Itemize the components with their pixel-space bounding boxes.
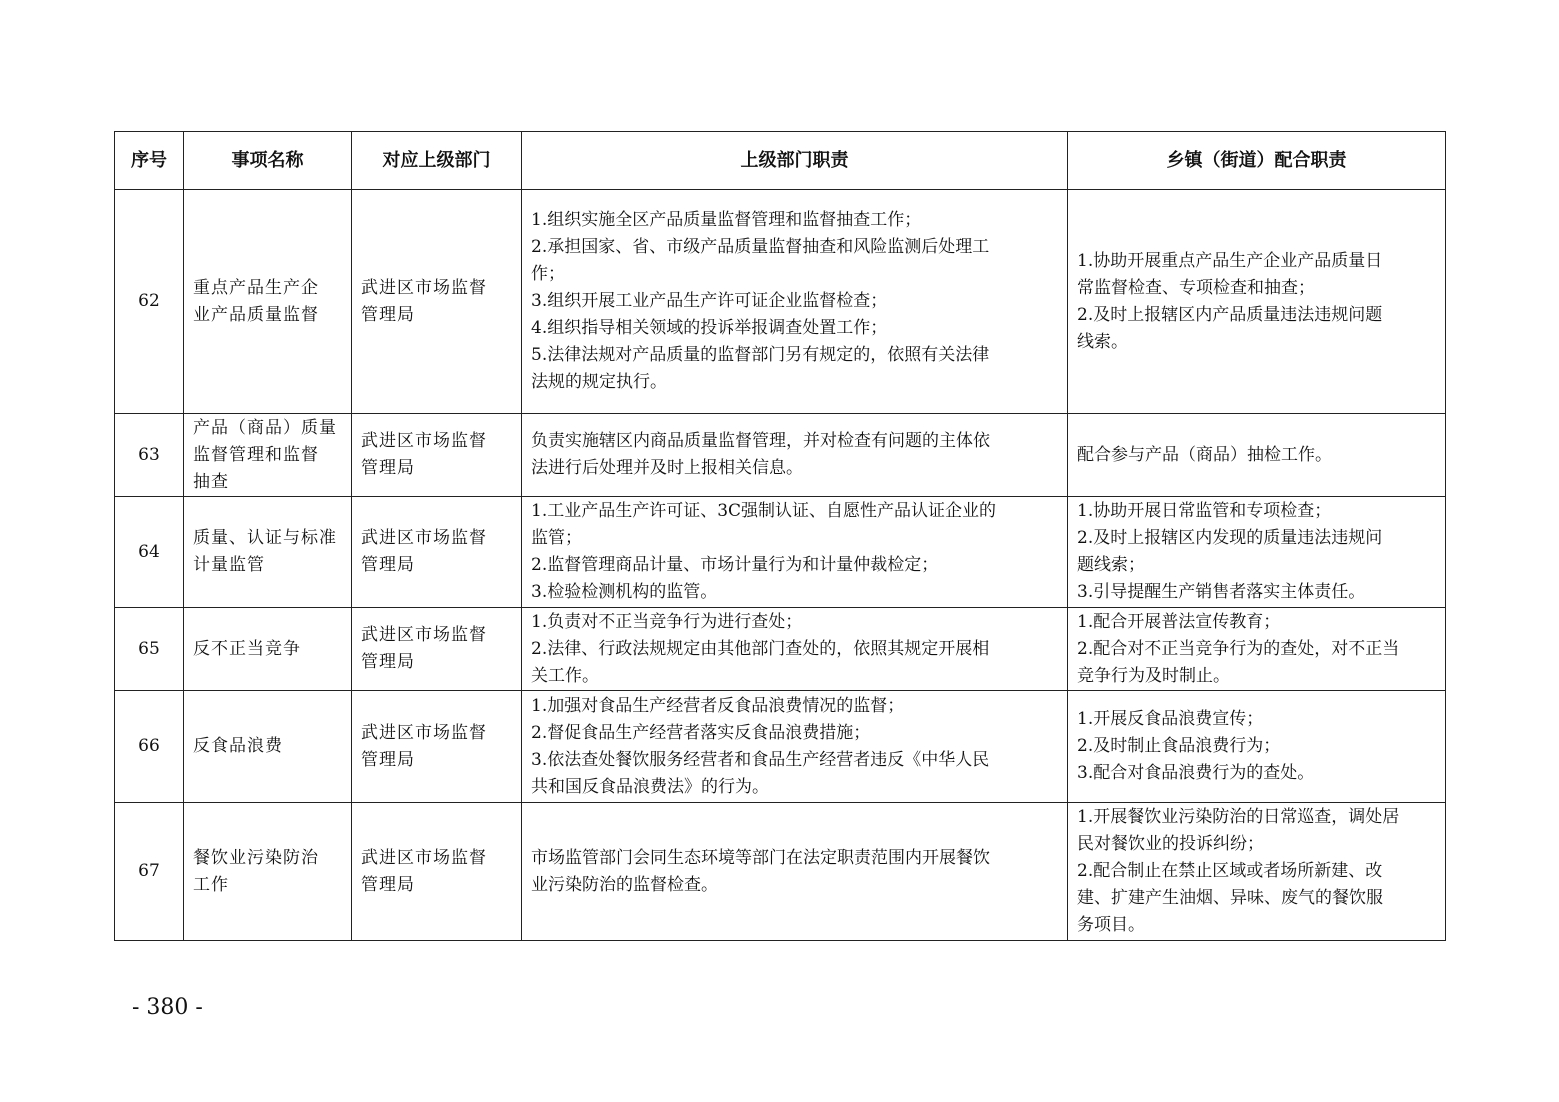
coop-cell <box>1068 414 1446 497</box>
duty-line: 1.工业产品生产许可证、3C强制认证、自愿性产品认证企业的 <box>531 501 997 521</box>
coop-line: 线索。 <box>1077 331 1128 352</box>
duty-cell <box>522 497 1068 608</box>
duty-line: 监管； <box>531 528 582 548</box>
seq-cell: 64 <box>115 497 184 608</box>
coop-line: 1.配合开展普法宣传教育； <box>1077 611 1281 632</box>
header-town-cooperation: 乡镇（街道）配合职责 <box>1068 132 1446 190</box>
duty-line: 3.检验检测机构的监管。 <box>531 582 718 602</box>
duty-cell <box>522 803 1068 941</box>
table-row <box>115 414 1446 497</box>
coop-line: 2.及时上报辖区内产品质量违法违规问题 <box>1077 304 1383 325</box>
dept-line: 管理局 <box>361 652 415 672</box>
coop-cell <box>1068 190 1446 414</box>
dept-line: 武进区市场监督 <box>361 847 487 868</box>
duty-cell <box>522 608 1068 691</box>
table-row <box>115 190 1446 414</box>
duty-line: 负责实施辖区内商品质量监督管理，并对检查有问题的主体依 <box>531 431 990 451</box>
coop-line: 3.引导提醒生产销售者落实主体责任。 <box>1077 582 1366 602</box>
coop-line: 配合参与产品（商品）抽检工作。 <box>1077 444 1332 465</box>
coop-line: 题线索； <box>1077 555 1145 575</box>
item-name-line: 工作 <box>193 874 229 895</box>
item-name-line: 餐饮业污染防治 <box>193 847 319 868</box>
coop-line: 民对餐饮业的投诉纠纷； <box>1077 834 1264 854</box>
coop-line: 2.及时上报辖区内发现的质量违法违规问 <box>1077 528 1383 548</box>
header-row <box>115 132 1446 190</box>
seq-cell: 66 <box>115 691 184 803</box>
duty-line: 业污染防治的监督检查。 <box>531 874 718 895</box>
coop-cell <box>1068 803 1446 941</box>
item-name-line: 监督管理和监督 <box>193 444 319 465</box>
coop-line: 2.及时制止食品浪费行为； <box>1077 736 1281 756</box>
coop-line: 1.开展反食品浪费宣传； <box>1077 709 1264 729</box>
dept-cell <box>352 608 522 691</box>
duty-line: 共和国反食品浪费法》的行为。 <box>531 776 769 797</box>
duty-line: 2.承担国家、省、市级产品质量监督抽查和风险监测后处理工 <box>531 237 990 257</box>
dept-line: 管理局 <box>361 458 415 478</box>
table-row <box>115 803 1446 941</box>
dept-line: 武进区市场监督 <box>361 528 487 548</box>
item-name-cell <box>184 691 352 803</box>
dept-cell <box>352 803 522 941</box>
header-superior-duty: 上级部门职责 <box>522 132 1068 190</box>
dept-line: 管理局 <box>361 749 415 770</box>
duty-line: 4.组织指导相关领域的投诉举报调查处置工作； <box>531 318 888 338</box>
coop-line: 1.协助开展重点产品生产企业产品质量日 <box>1077 250 1383 271</box>
coop-line: 2.配合对不正当竞争行为的查处，对不正当 <box>1077 638 1400 659</box>
duty-line: 1.负责对不正当竞争行为进行查处； <box>531 611 803 632</box>
item-name-cell <box>184 190 352 414</box>
seq-cell: 67 <box>115 803 184 941</box>
item-name-line: 计量监管 <box>193 555 265 575</box>
duty-cell <box>522 414 1068 497</box>
coop-line: 3.配合对食品浪费行为的查处。 <box>1077 763 1315 783</box>
item-name-line: 产品（商品）质量 <box>193 417 337 438</box>
duty-line: 作； <box>531 264 565 284</box>
item-name-line: 反不正当竞争 <box>193 638 301 659</box>
table-row <box>115 691 1446 803</box>
dept-cell <box>352 497 522 608</box>
coop-cell <box>1068 691 1446 803</box>
dept-line: 武进区市场监督 <box>361 625 487 645</box>
duty-line: 5.法律法规对产品质量的监督部门另有规定的，依照有关法律 <box>531 345 990 365</box>
dept-line: 管理局 <box>361 874 415 895</box>
coop-line: 1.协助开展日常监管和专项检查； <box>1077 501 1332 521</box>
item-name-line: 重点产品生产企 <box>193 277 319 298</box>
item-name-cell <box>184 497 352 608</box>
item-name-cell <box>184 608 352 691</box>
seq-cell: 65 <box>115 608 184 691</box>
duty-line: 关工作。 <box>531 665 599 686</box>
coop-line: 务项目。 <box>1077 915 1145 935</box>
duty-line: 1.加强对食品生产经营者反食品浪费情况的监督； <box>531 695 905 716</box>
table-row <box>115 608 1446 691</box>
duty-line: 2.监督管理商品计量、市场计量行为和计量仲裁检定； <box>531 555 939 575</box>
dept-line: 管理局 <box>361 304 415 325</box>
duty-line: 3.依法查处餐饮服务经营者和食品生产经营者违反《中华人民 <box>531 749 990 770</box>
coop-line: 竞争行为及时制止。 <box>1077 665 1230 686</box>
coop-line: 2.配合制止在禁止区域或者场所新建、改 <box>1077 861 1383 881</box>
item-name-line: 业产品质量监督 <box>193 304 319 325</box>
header-seq: 序号 <box>115 132 184 190</box>
duty-line: 2.督促食品生产经营者落实反食品浪费措施； <box>531 722 871 743</box>
seq-cell: 63 <box>115 414 184 497</box>
duty-line: 1.组织实施全区产品质量监督管理和监督抽查工作； <box>531 210 922 230</box>
dept-line: 武进区市场监督 <box>361 722 487 743</box>
duty-line: 法进行后处理并及时上报相关信息。 <box>531 458 803 478</box>
responsibility-table <box>114 131 1446 941</box>
item-name-line: 反食品浪费 <box>193 736 283 756</box>
item-name-cell <box>184 414 352 497</box>
dept-cell <box>352 190 522 414</box>
dept-line: 管理局 <box>361 555 415 575</box>
duty-line: 市场监管部门会同生态环境等部门在法定职责范围内开展餐饮 <box>531 847 990 868</box>
item-name-cell <box>184 803 352 941</box>
dept-line: 武进区市场监督 <box>361 431 487 451</box>
header-item-name: 事项名称 <box>184 132 352 190</box>
header-superior-dept: 对应上级部门 <box>352 132 522 190</box>
coop-line: 常监督检查、专项检查和抽查； <box>1077 277 1315 298</box>
item-name-line: 抽查 <box>193 471 229 492</box>
duty-line: 3.组织开展工业产品生产许可证企业监督检查； <box>531 291 888 311</box>
duty-cell <box>522 691 1068 803</box>
coop-cell <box>1068 497 1446 608</box>
duty-line: 2.法律、行政法规规定由其他部门查处的，依照其规定开展相 <box>531 638 990 659</box>
table-row <box>115 497 1446 608</box>
item-name-line: 质量、认证与标准 <box>193 528 337 548</box>
coop-line: 建、扩建产生油烟、异味、废气的餐饮服 <box>1077 888 1383 908</box>
seq-cell: 62 <box>115 190 184 414</box>
dept-cell <box>352 414 522 497</box>
page-number: - 380 - <box>132 995 203 1020</box>
duty-cell <box>522 190 1068 414</box>
coop-cell <box>1068 608 1446 691</box>
duty-line: 法规的规定执行。 <box>531 372 667 392</box>
dept-cell <box>352 691 522 803</box>
coop-line: 1.开展餐饮业污染防治的日常巡查，调处居 <box>1077 807 1400 827</box>
dept-line: 武进区市场监督 <box>361 277 487 298</box>
